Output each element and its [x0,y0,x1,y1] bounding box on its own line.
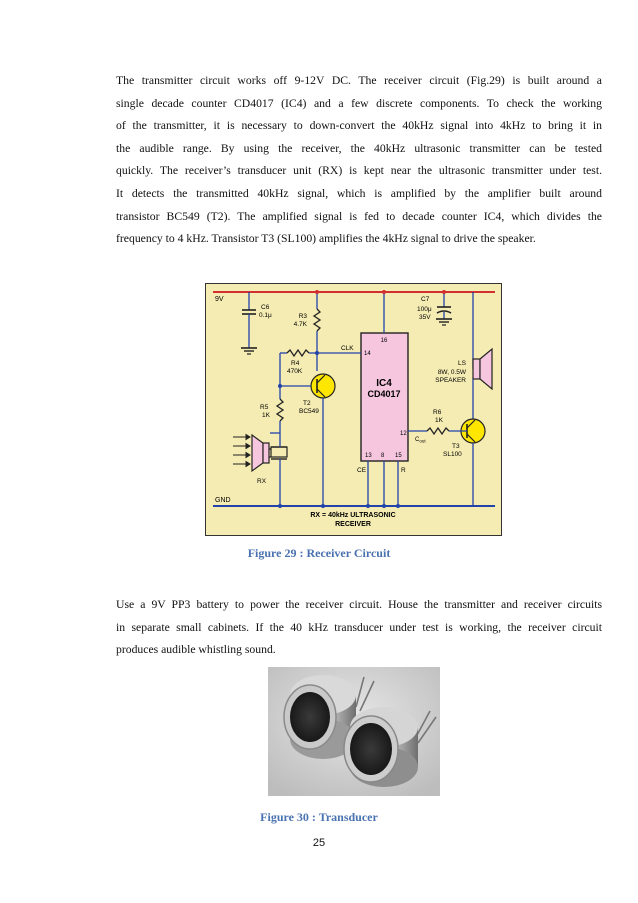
label-c6-value: 0.1μ [259,312,272,319]
pin-14: 14 [364,351,371,357]
label-t3-value: SL100 [443,451,462,458]
label-t2-value: BC549 [299,408,319,415]
text-line: quickly. The receiver’s transducer unit (RX) is kept near the ultrasonic transmitter under test. [116,164,602,178]
text-line: frequency to 4 kHz. Transistor T3 (SL100) amplifies the 4kHz signal to drive the speaker. [116,232,536,246]
label-r4: R4 [291,360,300,367]
transducer-right [344,707,418,787]
label-c6: C6 [261,304,270,311]
label-r5: R5 [260,404,269,411]
label-c7-value-2: 35V [419,314,431,321]
label-r3: R3 [298,313,307,320]
paragraph-receiver-description [116,70,602,251]
pin-13: 13 [365,453,372,459]
figure-29-caption: Figure 29 : Receiver Circuit [247,546,391,560]
label-ce: CE [357,467,367,474]
text-line: transistor BC549 (T2). The amplified signal is fed to decade counter IC4, which divides the [116,209,602,223]
label-ic4: IC4 [376,378,392,389]
text-line: The transmitter circuit works off 9-12V DC. The receiver circuit (Fig.29) is built around a [116,74,602,87]
pin-16: 16 [380,338,388,344]
label-r5-value: 1K [262,412,270,419]
label-clk: CLK [341,345,354,352]
label-t2: T2 [303,400,311,407]
text-line: It detects the transmitted 40kHz signal, which is amplified by the amplifier built around [116,186,602,200]
text-line: in separate small cabinets. If the 40 kHz transducer under test is working, the receiver circuit [116,620,602,634]
pin-8: 8 [381,453,385,459]
label-ls-value-2: SPEAKER [435,377,466,384]
paragraph-battery-note [116,594,602,662]
label-c7: C7 [421,296,430,303]
text-line: single decade counter CD4017 (IC4) and a few discrete components. To check the working [116,96,602,110]
label-9v: 9V [215,296,224,303]
label-ls-value-1: 8W, 0.5W [437,369,466,376]
figure-30-caption: Figure 30 : Transducer [260,810,378,824]
label-t3: T3 [452,443,460,450]
label-r3-value: 4.7K [293,321,307,328]
text-line: Use a 9V PP3 battery to power the receiver circuit. House the transmitter and receiver circuits [116,598,602,611]
label-r6-value: 1K [435,417,443,424]
label-rx: RX [257,478,267,485]
page-number: 25 [312,837,326,849]
pin-15: 15 [395,453,402,459]
label-c7-value-1: 100μ [417,306,432,313]
label-r6: R6 [433,409,442,416]
label-r: R [401,467,406,474]
text-line: produces audible whistling sound. [116,643,276,657]
label-r4-value: 470K [287,368,303,375]
text-line: the audible range. By using the receiver, the 40kHz ultrasonic transmitter can be tested [116,141,602,155]
label-cout: $C_{out}$ [415,437,426,444]
label-ic4-part: CD4017 [367,389,401,399]
pin-12: 12 [400,431,407,437]
note-rx-line-2: RECEIVER [335,521,371,528]
label-ls: LS [458,360,466,367]
transducer-photo [268,667,440,796]
receiver-circuit-schematic [205,283,502,536]
note-rx-line-1: RX = 40kHz ULTRASONIC [310,512,396,519]
label-gnd: GND [215,497,231,504]
text-line: of the transmitter, it is necessary to down-convert the 40kHz signal into 4kHz to bring it in [116,119,602,133]
